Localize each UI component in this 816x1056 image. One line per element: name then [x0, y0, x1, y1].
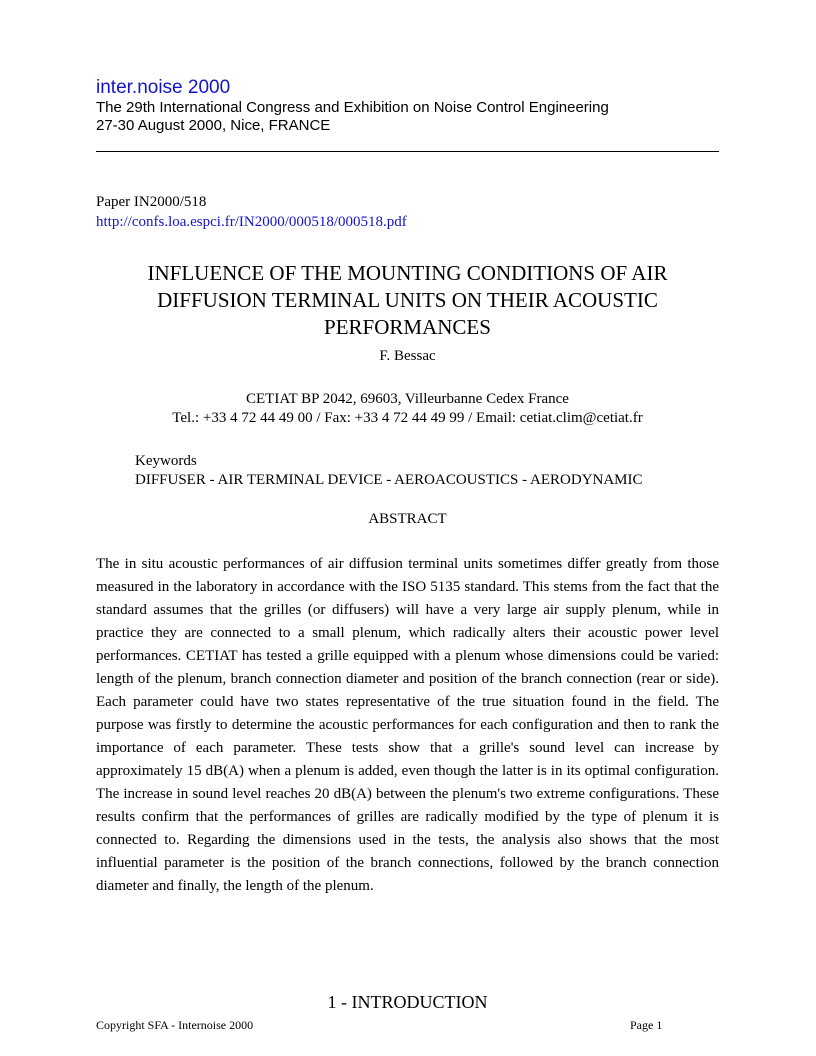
author-name: F. Bessac	[379, 348, 436, 364]
footer-page-number: Page 1	[630, 1018, 663, 1032]
conference-name: inter.noise 2000	[96, 77, 231, 98]
title-line: PERFORMANCES	[324, 315, 491, 339]
affiliation-contact: Tel.: +33 4 72 44 49 00 / Fax: +33 4 72 44 49 99 / Email: cetiat.clim@cetiat.fr	[172, 410, 643, 426]
footer-copyright: Copyright SFA - Internoise 2000	[96, 1018, 254, 1032]
paper-url-link[interactable]: http://confs.loa.espci.fr/IN2000/000518/000518.pdf	[96, 214, 407, 230]
title-line: INFLUENCE OF THE MOUNTING CONDITIONS OF AIR	[147, 261, 668, 285]
paper-id: Paper IN2000/518	[96, 194, 207, 210]
conference-header	[96, 77, 719, 135]
paper-title	[96, 260, 719, 341]
keywords-list: DIFFUSER - AIR TERMINAL DEVICE - AEROACOUSTICS - AERODYNAMIC	[135, 472, 643, 488]
title-line: DIFFUSION TERMINAL UNITS ON THEIR ACOUSTIC	[157, 288, 658, 312]
affiliation	[96, 390, 719, 428]
abstract-text: The in situ acoustic performances of air diffusion terminal units sometimes differ greatly from those measured in the laboratory in accordance with the ISO 5135 standard. This stems from the fact that the standard assumes that the grilles (or diffusers) will have a very large air supply plenum, while in practice they are connected to a small plenum, which radically alters their acoustic power level performances. CETIAT has tested a grille equipped with a plenum whose dimensions could be varied: length of the plenum, branch connection diameter and position of the branch connection (rear or side). Each parameter could have two states representative of the true situation found in the field. The purpose was firstly to determine the acoustic performances for each configuration and then to rank the importance of each parameter. These tests show that a grille's sound level can increase by approximately 15 dB(A) when a plenum is added, even though the latter is in its optimal configuration. The increase in sound level reaches 20 dB(A) between the plenum's two extreme configurations. These results confirm that the performances of grilles are radically modified by the type of plenum it is connected to. Regarding the dimensions used in the tests, the analysis also shows that the most influential parameter is the position of the branch connections, followed by the branch connection diameter and finally, the length of the plenum.	[96, 556, 719, 894]
abstract-heading: ABSTRACT	[368, 511, 447, 527]
section-heading: 1 - INTRODUCTION	[327, 992, 488, 1012]
congress-dates: 27-30 August 2000, Nice, FRANCE	[96, 117, 331, 134]
keywords-heading: Keywords	[135, 453, 197, 469]
header-rule	[96, 151, 719, 152]
keywords-block	[135, 452, 643, 490]
affiliation-address: CETIAT BP 2042, 69603, Villeurbanne Cedex France	[246, 391, 569, 407]
congress-title: The 29th International Congress and Exhibition on Noise Control Engineering	[96, 99, 609, 116]
